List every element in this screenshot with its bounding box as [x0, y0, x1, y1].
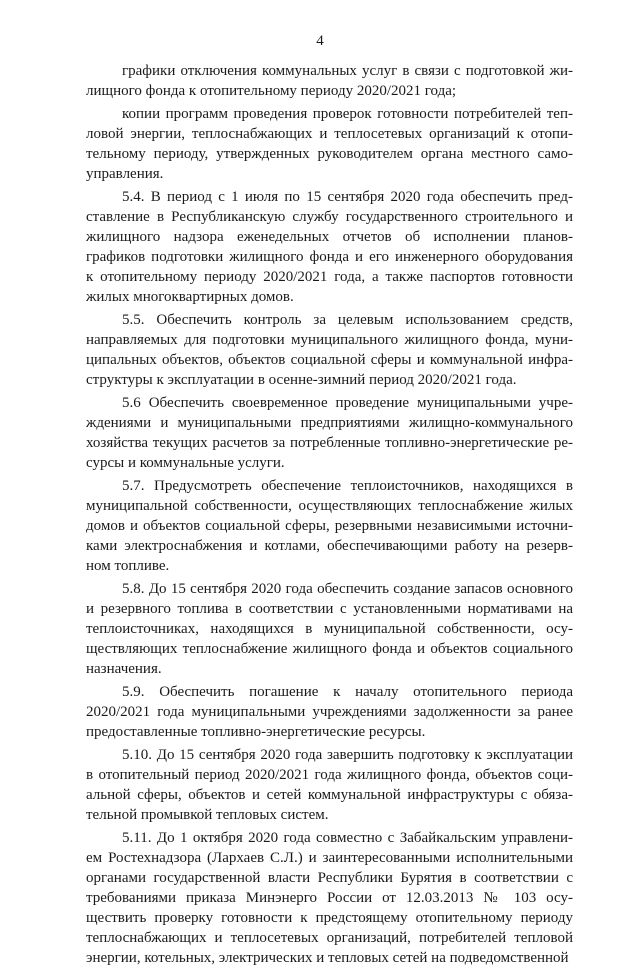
- text-line: ставление в Республиканскую службу государственного строительного и: [86, 209, 573, 225]
- paragraph: [86, 310, 573, 390]
- text-line: домов и объектов социальной сферы, резервными независимыми источни-: [86, 518, 573, 534]
- text-line: 5.11. До 1 октября 2020 года совместно с Забайкальским управлени-: [122, 830, 573, 846]
- paragraph: [86, 828, 573, 968]
- text-line: графики отключения коммунальных услуг в связи с подготовкой жи-: [122, 63, 573, 79]
- text-line: требованиями приказа Минэнерго России от 12.03.2013 № 103 осу-: [86, 890, 573, 906]
- text-line: жилищного надзора еженедельных отчетов об исполнении планов-: [86, 229, 573, 245]
- text-line: 5.5. Обеспечить контроль за целевым использованием средств,: [122, 312, 573, 328]
- paragraph: [86, 682, 573, 742]
- text-line: структуры к эксплуатации в осенне-зимний период 2020/2021 года.: [86, 372, 517, 388]
- text-line: сурсы и коммунальные услуги.: [86, 455, 285, 471]
- text-line: 5.6 Обеспечить своевременное проведение муниципальными учре-: [122, 395, 573, 411]
- text-line: к отопительному периоду 2020/2021 года, а также паспортов готовности: [86, 269, 573, 285]
- text-line: предоставленные топливно-энергетические ресурсы.: [86, 724, 426, 740]
- text-line: энергии, котельных, электрических и тепловых сетей на подведомственной: [86, 950, 569, 966]
- text-line: теплоснабжающих и теплосетевых организаций, потребителей тепловой: [86, 930, 573, 946]
- text-line: в отопительный период 2020/2021 года жилищного фонда, объектов соци-: [86, 767, 573, 783]
- paragraph: [86, 579, 573, 679]
- paragraph: [86, 187, 573, 307]
- page-number: 4: [316, 33, 324, 49]
- document-body: [86, 61, 573, 971]
- paragraph: [86, 745, 573, 825]
- text-line: 2020/2021 года муниципальными учреждениями задолженности за ранее: [86, 704, 573, 720]
- text-line: графиков подготовки жилищного фонда и его инженерного оборудования: [86, 249, 573, 265]
- paragraph: [86, 393, 573, 473]
- text-line: назначения.: [86, 661, 162, 677]
- text-line: муниципальной собственности, осуществляющих теплоснабжение жилых: [86, 498, 573, 514]
- text-line: ками электроснабжения и котлами, обеспечивающими работу на резерв-: [86, 538, 573, 554]
- text-line: теплоисточниках, находящихся в муниципальной собственности, осу-: [86, 621, 573, 637]
- text-line: 5.10. До 15 сентября 2020 года завершить подготовку к эксплуатации: [122, 747, 573, 763]
- paragraph: [86, 476, 573, 576]
- paragraph: [86, 104, 573, 184]
- text-line: жилых многоквартирных домов.: [86, 289, 294, 305]
- text-line: ем Ростехнадзора (Лархаев С.Л.) и заинтересованными исполнительными: [86, 850, 573, 866]
- text-line: ном топливе.: [86, 558, 170, 574]
- text-line: и резервного топлива в соответствии с установленными нормативами на: [86, 601, 573, 617]
- text-line: тельной промывкой тепловых систем.: [86, 807, 329, 823]
- text-line: ловой энергии, теплоснабжающих и теплосетевых организаций к отопи-: [86, 126, 573, 142]
- text-line: лищного фонда к отопительному периоду 2020/2021 года;: [86, 83, 457, 99]
- text-line: альной сферы, объектов и сетей коммунальной инфраструктуры с обяза-: [86, 787, 573, 803]
- text-line: ждениями и муниципальными предприятиями жилищно-коммунального: [86, 415, 573, 431]
- text-line: хозяйства текущих расчетов за потребленные топливно-энергетические ре-: [86, 435, 573, 451]
- text-line: 5.7. Предусмотреть обеспечение теплоисточников, находящихся в: [122, 478, 573, 494]
- text-line: органами государственной власти Республики Бурятия в соответствии с: [86, 870, 573, 886]
- paragraph: [86, 61, 573, 101]
- text-line: ципальных объектов, объектов социальной сферы и коммунальной инфра-: [86, 352, 573, 368]
- text-line: управления.: [86, 166, 164, 182]
- text-line: 5.8. До 15 сентября 2020 года обеспечить создание запасов основного: [122, 581, 573, 597]
- text-line: тельному периоду, утвержденных руководителем органа местного само-: [86, 146, 573, 162]
- text-line: ществляющих теплоснабжение жилищного фонда и объектов социального: [86, 641, 573, 657]
- text-line: копии программ проведения проверок готовности потребителей теп-: [122, 106, 573, 122]
- text-line: 5.4. В период с 1 июля по 15 сентября 2020 года обеспечить пред-: [122, 189, 573, 205]
- text-line: направляемых для подготовки муниципального жилищного фонда, муни-: [86, 332, 573, 348]
- text-line: 5.9. Обеспечить погашение к началу отопительного периода: [122, 684, 573, 700]
- text-line: ществить проверку готовности к предстоящему отопительному периоду: [86, 910, 573, 926]
